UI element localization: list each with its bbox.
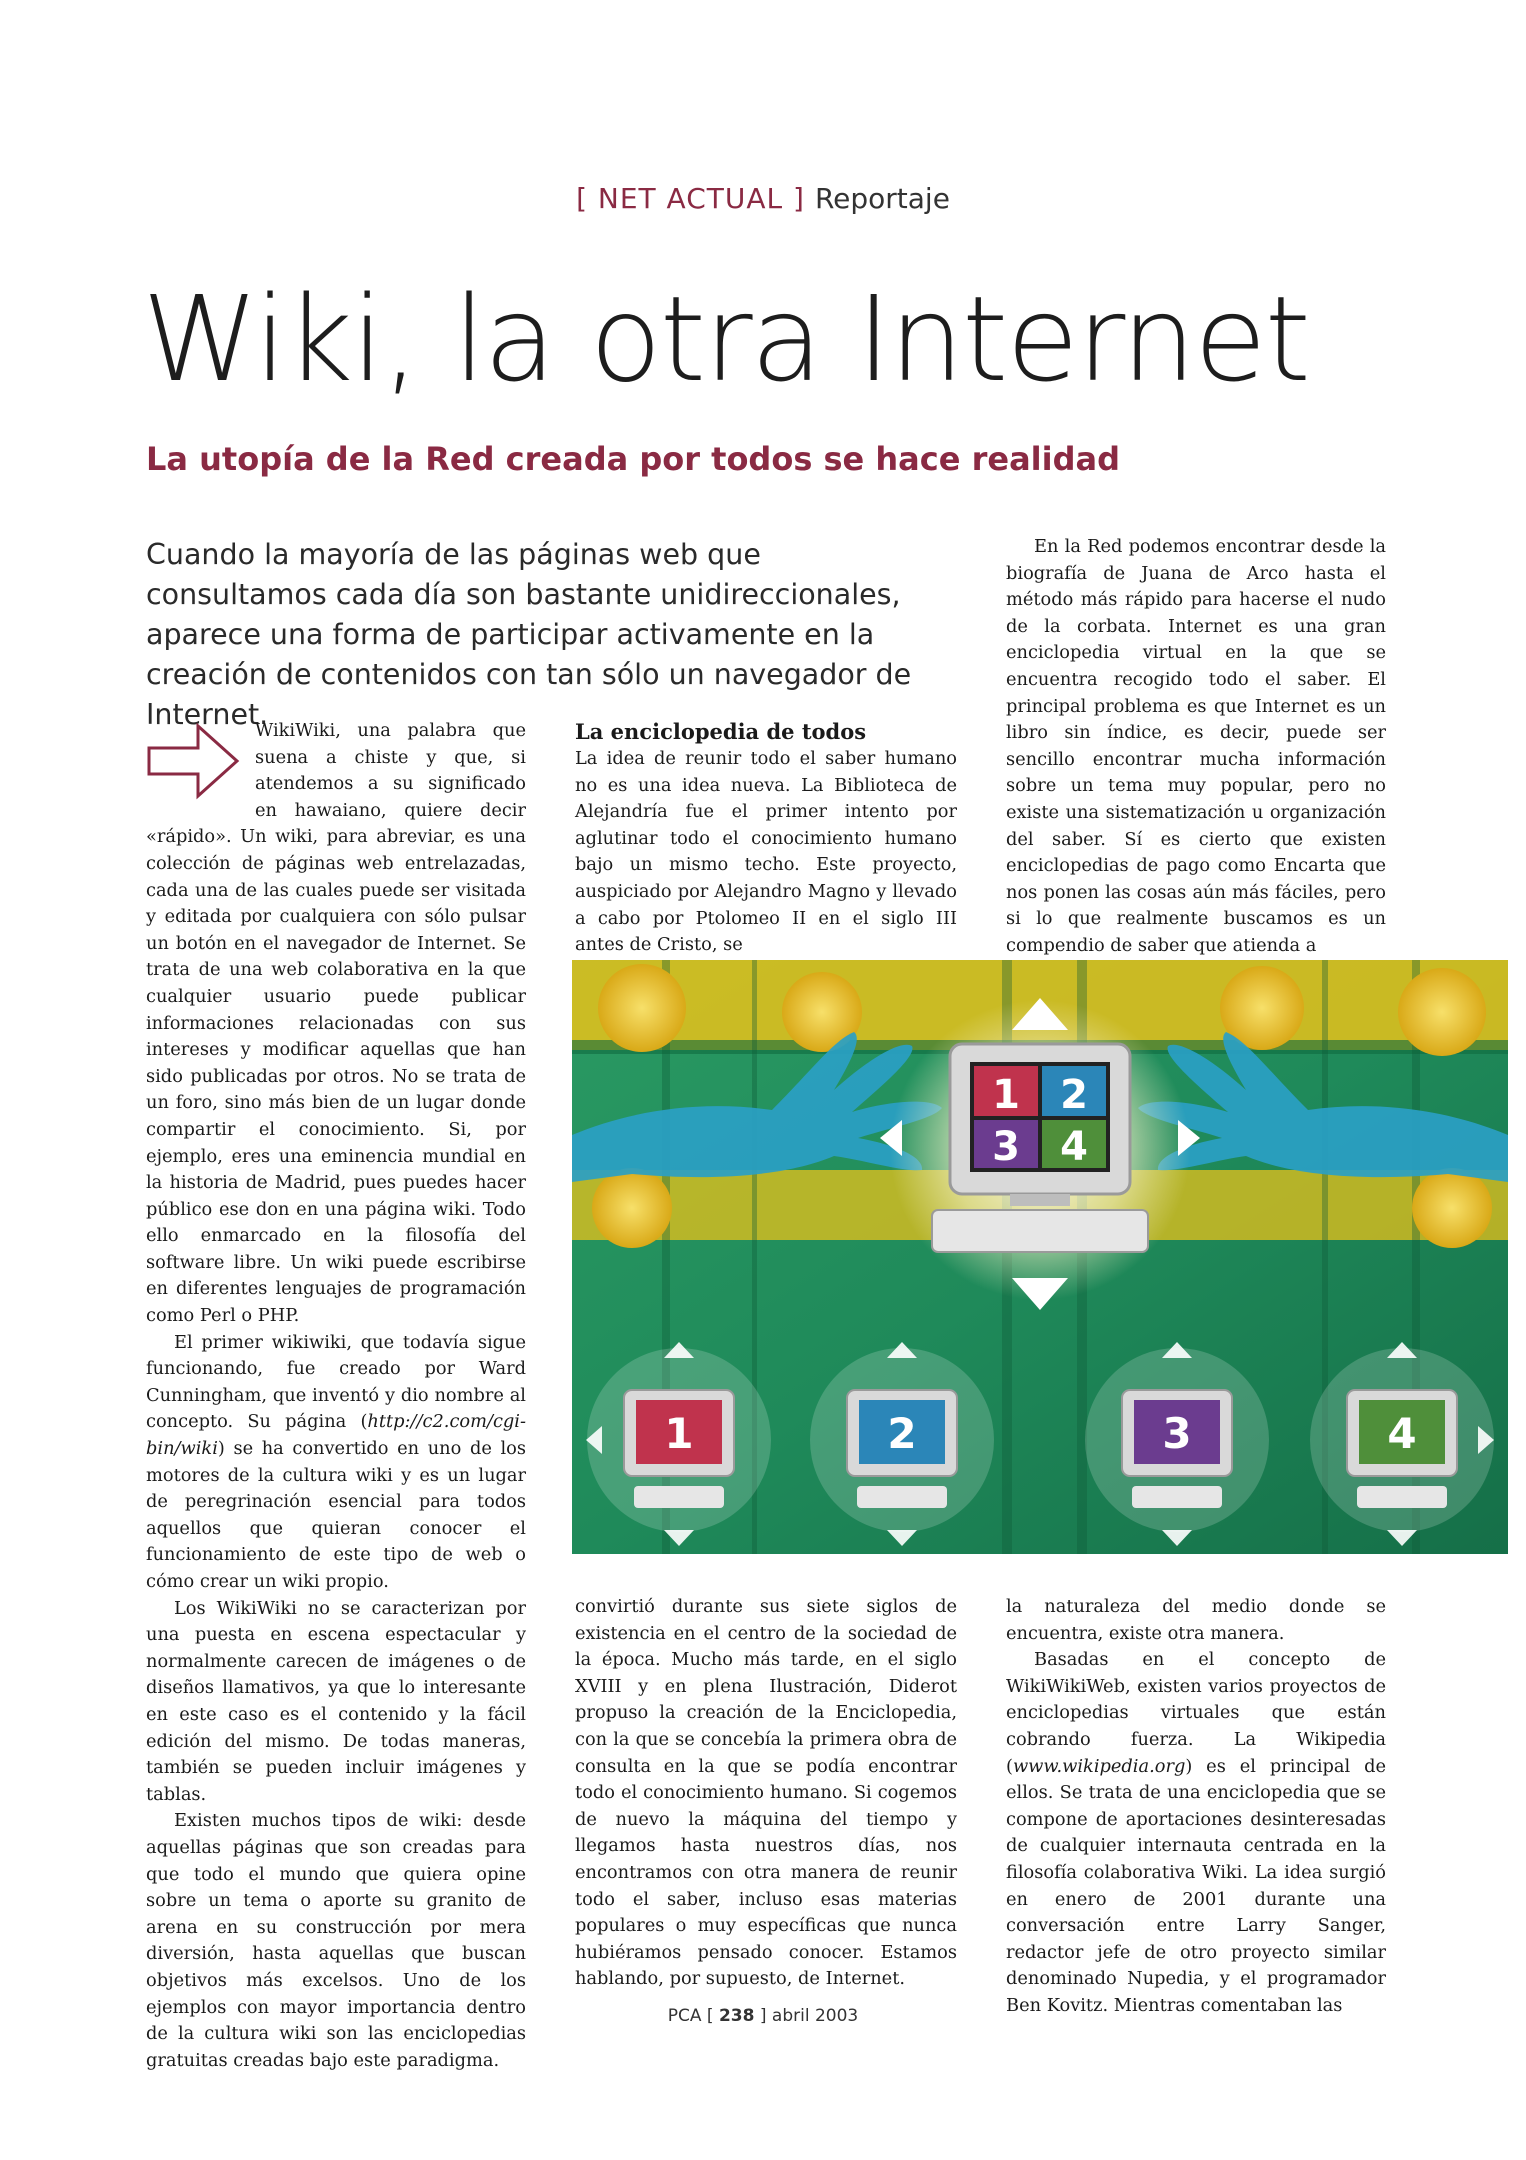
small-monitor-2: [810, 1348, 994, 1532]
small-monitor-4: [1310, 1348, 1494, 1532]
section-heading: La enciclopedia de todos: [575, 719, 867, 744]
article-column-3-top: [1006, 534, 1386, 960]
article-column-2-bottom: [575, 1594, 957, 1993]
article-lead: Cuando la mayoría de las páginas web que consultamos cada día son bastante unidireccionales, aparece una forma de participar activamente en la creación de contenidos con tan sólo un navegador de Internet.: [146, 538, 912, 731]
col2-paragraph-bottom: convirtió durante sus siete siglos de existencia en el centro de la sociedad de la época. Mucho más tarde, en el siglo XVIII y en plena Ilustración, Diderot propuso la creación de la Enciclopedia, con la que se concebía la primera obra de consulta en la que se podía encontrar todo el conocimiento humano. Si cogemos de nuevo la máquina del tiempo y llegamos hasta nuestros días, nos encontramos con otra manera de reunir todo el saber, incluso esas materias populares o muy específicas que nunca hubiéramos pensado conocer. Estamos hablando, por supuesto, de Internet.: [575, 1596, 957, 1990]
wiki-illustration: [572, 960, 1508, 1554]
section-header: [0, 182, 1526, 215]
screen-digit: 2: [1060, 1072, 1088, 1118]
section-name: Reportaje: [814, 182, 950, 215]
issue-date: abril 2003: [771, 2006, 859, 2026]
arrow-right-icon: [146, 722, 241, 800]
screen-digit: 3: [992, 1124, 1020, 1170]
col3-paragraph-bottom-2: Basadas en el concepto de WikiWikiWeb, existen varios proyectos de enciclopedias virtuales que están cobrando fuerza. La Wikipedia (www.wikipedia.org) es el principal de ellos. Se trata de una enciclopedia que se compone de aportaciones desinteresadas de cualquier internauta centrada en la filosofía colaborativa Wiki. La idea surgió en enero de 2001 durante una conversación entre Larry Sanger, redactor jefe de otro proyecto similar denominado Nupedia, y el programador Ben Kovitz. Mientras comentaban las: [1006, 1649, 1386, 2016]
col1-paragraph-1: WikiWiki, una palabra que suena a chiste y que, si atendemos a su significado en hawaiano, quiere decir «rápido». Un wiki, para abreviar, es una colección de páginas web entrelazadas, cada una de las cuales puede ser visitada y editada por cualquiera con sólo pulsar un botón en el navegador de Internet. Se trata de una web colaborativa en la que cualquier usuario puede publicar informaciones relacionadas con sus intereses y modificar aquellas que han sido publicadas por otros. No se trata de un foro, sino más bien de un lugar donde compartir el conocimiento. Si, por ejemplo, eres una eminencia mundial en la historia de Madrid, pues puedes hacer público ese don en una página wiki. Todo ello enmarcado en la filosofía del software libre. Un wiki puede escribirse en diferentes lenguajes de programación como Perl o PHP.: [146, 720, 526, 1327]
col1-paragraph-2: El primer wikiwiki, que todavía sigue funcionando, fue creado por Ward Cunningham, que inventó y dio nombre al concepto. Su página (http://c2.com/cgi-bin/wiki) se ha convertido en uno de los motores de la cultura wiki y es un lugar de peregrinación esencial para todos aquellos que quieran conocer el funcionamiento de este tipo de web o cómo crear un wiki propio.: [146, 1331, 526, 1592]
small-screen-digit: 3: [1162, 1409, 1192, 1458]
small-screen-digit: 4: [1387, 1409, 1417, 1458]
col1-paragraph-4: Existen muchos tipos de wiki: desde aquellas páginas que son creadas para que todo el mundo que quiera opine sobre un tema o aporte su granito de arena en su construcción por mera diversión, hasta aquellas que buscan objetivos más excelsos. Uno de los ejemplos con mayor importancia dentro de la cultura wiki son las enciclopedias gratuitas creadas bajo este paradigma.: [146, 1810, 526, 2071]
small-monitor-1: [587, 1348, 771, 1532]
small-screen-digit: 2: [887, 1409, 917, 1458]
wikipedia-url[interactable]: www.wikipedia.org: [1012, 1755, 1186, 1777]
small-monitor-3: [1085, 1348, 1269, 1532]
central-monitor: [932, 1044, 1148, 1252]
article-column-2-top: [575, 718, 957, 959]
col3-paragraph-bottom-1: la naturaleza del medio donde se encuentra, existe otra manera.: [1006, 1596, 1386, 1644]
col3-paragraph-top: En la Red podemos encontrar desde la biografía de Juana de Arco hasta el método más rápido para hacerse el nudo de la corbata. Internet es una gran enciclopedia virtual en la que se encuentra recogido todo el saber. El principal problema es que Internet es un libro sin índice, es decir, puede ser sencillo encontrar mucha información sobre un tema muy popular, pero no existe una sistematización u organización del saber. Sí es cierto que existen enciclopedias de pago como Encarta que nos ponen las cosas aún más fáciles, pero si lo que realmente buscamos es un compendio de saber que atienda a: [1006, 536, 1386, 956]
section-tag: [ NET ACTUAL ]: [576, 182, 805, 215]
col2-paragraph-top: La idea de reunir todo el saber humano no es una idea nueva. La Biblioteca de Alejandría fue el primer intento por aglutinar todo el conocimiento humano bajo un mismo techo. Este proyecto, auspiciado por Alejandro Magno y llevado a cabo por Ptolomeo II en el siglo III antes de Cristo, se: [575, 748, 957, 956]
article-subtitle: La utopía de la Red creada por todos se hace realidad: [146, 440, 1120, 478]
small-screen-digit: 1: [664, 1409, 694, 1458]
magazine-name: PCA: [667, 2006, 702, 2026]
article-column-1: [146, 718, 526, 2074]
page-footer: PCA [ 238 ] abril 2003: [667, 2006, 859, 2026]
screen-digit: 4: [1060, 1124, 1088, 1170]
screen-digit: 1: [992, 1072, 1020, 1118]
article-column-3-bottom: [1006, 1594, 1386, 2020]
c2-wiki-url[interactable]: http://c2.com/cgi-bin/wiki: [146, 1411, 526, 1460]
col1-paragraph-3: Los WikiWiki no se caracterizan por una puesta en escena espectacular y normalmente carecen de imágenes o de diseños llamativos, ya que lo interesante en este caso es el contenido y la fácil edición del mismo. De todas maneras, también se pueden incluir imágenes y tablas.: [146, 1597, 526, 1805]
article-title: Wiki, la otra Internet: [142, 270, 1309, 408]
page-number: 238: [718, 2006, 755, 2026]
